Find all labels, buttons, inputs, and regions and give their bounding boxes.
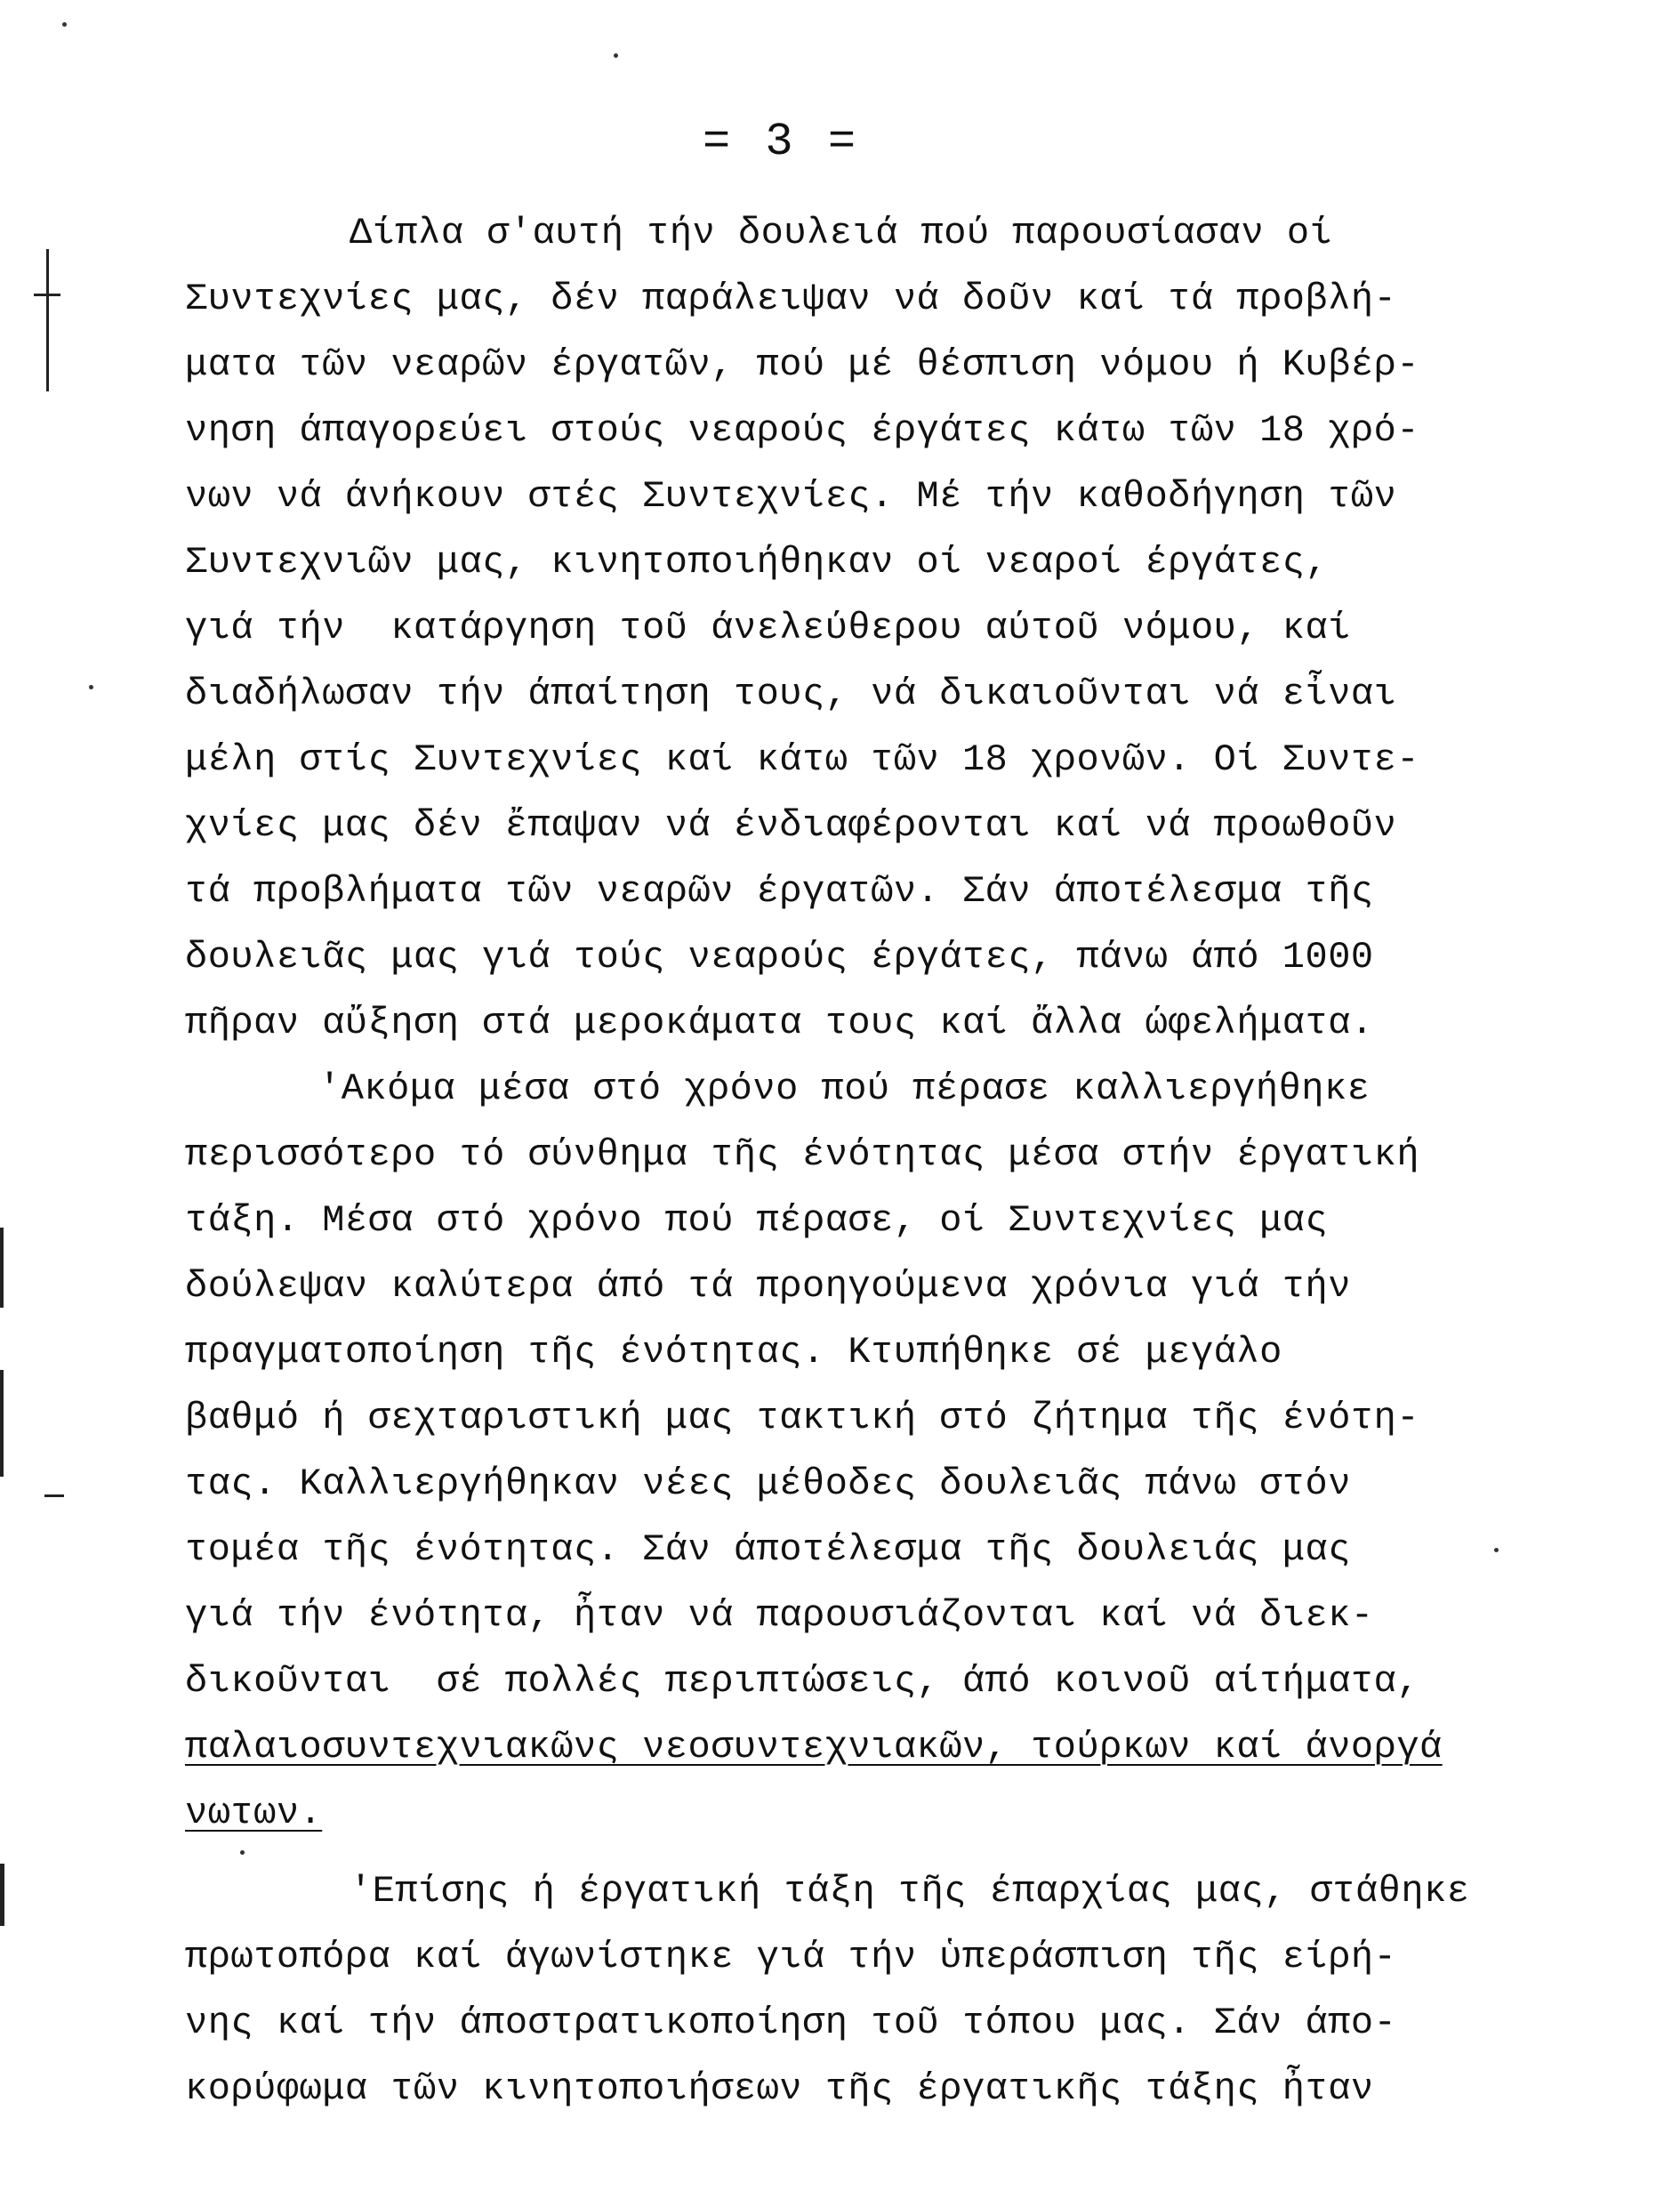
text-line: βαθμό ή σεχταριστική μας τακτική στό ζήτημα τῆς ένότη- — [185, 1397, 1420, 1439]
underlined-text-line: παλαιοσυντεχνιακῶνς νεοσυντεχνιακῶν, τούρκων καί άνοργά — [185, 1726, 1443, 1768]
text-line: 'Επίσης ή έργατική τάξη τῆς έπαρχίας μας, στάθηκε — [350, 1870, 1470, 1913]
text-line: Συντεχνιῶν μας, κινητοποιήθηκαν οί νεαροί έργάτες, — [185, 541, 1329, 584]
scan-dot — [89, 685, 93, 689]
scan-dot — [614, 53, 618, 58]
text-line: 'Ακόμα μέσα στό χρόνο πού πέρασε καλλιεργήθηκε — [318, 1067, 1371, 1110]
text-line: δούλεψαν καλύτερα άπό τά προηγούμενα χρόνια γιά τήν — [185, 1265, 1351, 1308]
text-line: γιά τήν κατάργηση τοῦ άνελεύθερου αύτοῦ νόμου, καί — [185, 607, 1351, 649]
text-line: δικοῦνται σέ πολλές περιπτώσεις, άπό κοινοῦ αίτήματα, — [185, 1660, 1420, 1703]
text-line: τομέα τῆς ένότητας. Σάν άποτέλεσμα τῆς δουλειάς μας — [185, 1528, 1351, 1571]
scan-mark — [0, 1228, 4, 1308]
body-text — [185, 200, 1644, 2122]
text-line: νης καί τήν άποστρατικοποίηση τοῦ τόπου μας. Σάν άπο- — [185, 2002, 1397, 2044]
scan-mark — [44, 1494, 64, 1497]
scan-dot — [62, 22, 67, 27]
text-line: Συντεχνίες μας, δέν παράλειψαν νά δοῦν καί τά προβλή- — [185, 278, 1397, 320]
text-line: Δίπλα σ'αυτή τήν δουλειά πού παρουσίασαν οί — [350, 212, 1333, 254]
text-line: χνίες μας δέν ἔπαψαν νά ένδιαφέρονται καί νά προωθοῦν — [185, 804, 1397, 847]
text-line: κορύφωμα τῶν κινητοποιήσεων τῆς έργατικῆς τάξης ἦταν — [185, 2067, 1374, 2110]
text-line: ματα τῶν νεαρῶν έργατῶν, πού μέ θέσπιση νόμου ή Κυβέρ- — [185, 343, 1420, 386]
text-line: γιά τήν ένότητα, ἦταν νά παρουσιάζονται καί νά διεκ- — [185, 1594, 1374, 1637]
text-line: τάξη. Μέσα στό χρόνο πού πέρασε, οί Συντεχνίες μας — [185, 1199, 1329, 1242]
text-line: πραγματοποίηση τῆς ένότητας. Κτυπήθηκε σέ μεγάλο — [185, 1331, 1282, 1373]
scan-mark — [0, 1864, 4, 1926]
text-line: πῆραν αὔξηση στά μεροκάματα τους καί ἄλλα ώφελήματα. — [185, 1002, 1374, 1044]
text-line: νων νά άνήκουν στές Συντεχνίες. Μέ τήν καθοδήγηση τῶν — [185, 475, 1397, 518]
scan-mark — [46, 249, 49, 391]
text-line: διαδήλωσαν τήν άπαίτηση τους, νά δικαιοῦνται νά εἶναι — [185, 673, 1397, 715]
paragraph-gap — [185, 1846, 1644, 1858]
text-line: μέλη στίς Συντεχνίες καί κάτω τῶν 18 χρονῶν. Οί Συντε- — [185, 738, 1420, 781]
scan-mark — [0, 1370, 4, 1477]
page-number: = 3 = — [703, 116, 860, 168]
text-line: δουλειᾶς μας γιά τούς νεαρούς έργάτες, πάνω άπό 1000 — [185, 936, 1374, 979]
text-line: πρωτοπόρα καί άγωνίστηκε γιά τήν ὑπεράσπιση τῆς είρή- — [185, 1936, 1397, 1978]
text-line: τας. Καλλιεργήθηκαν νέες μέθοδες δουλειᾶς πάνω στόν — [185, 1462, 1351, 1505]
text-line: τά προβλήματα τῶν νεαρῶν έργατῶν. Σάν άποτέλεσμα τῆς — [185, 870, 1374, 913]
underlined-text-line: νωτων. — [185, 1792, 323, 1834]
text-line: νηση άπαγορεύει στούς νεαρούς έργάτες κάτω τῶν 18 χρό- — [185, 409, 1420, 452]
scan-mark — [34, 294, 60, 296]
text-line: περισσότερο τό σύνθημα τῆς ένότητας μέσα στήν έργατική — [185, 1133, 1420, 1176]
